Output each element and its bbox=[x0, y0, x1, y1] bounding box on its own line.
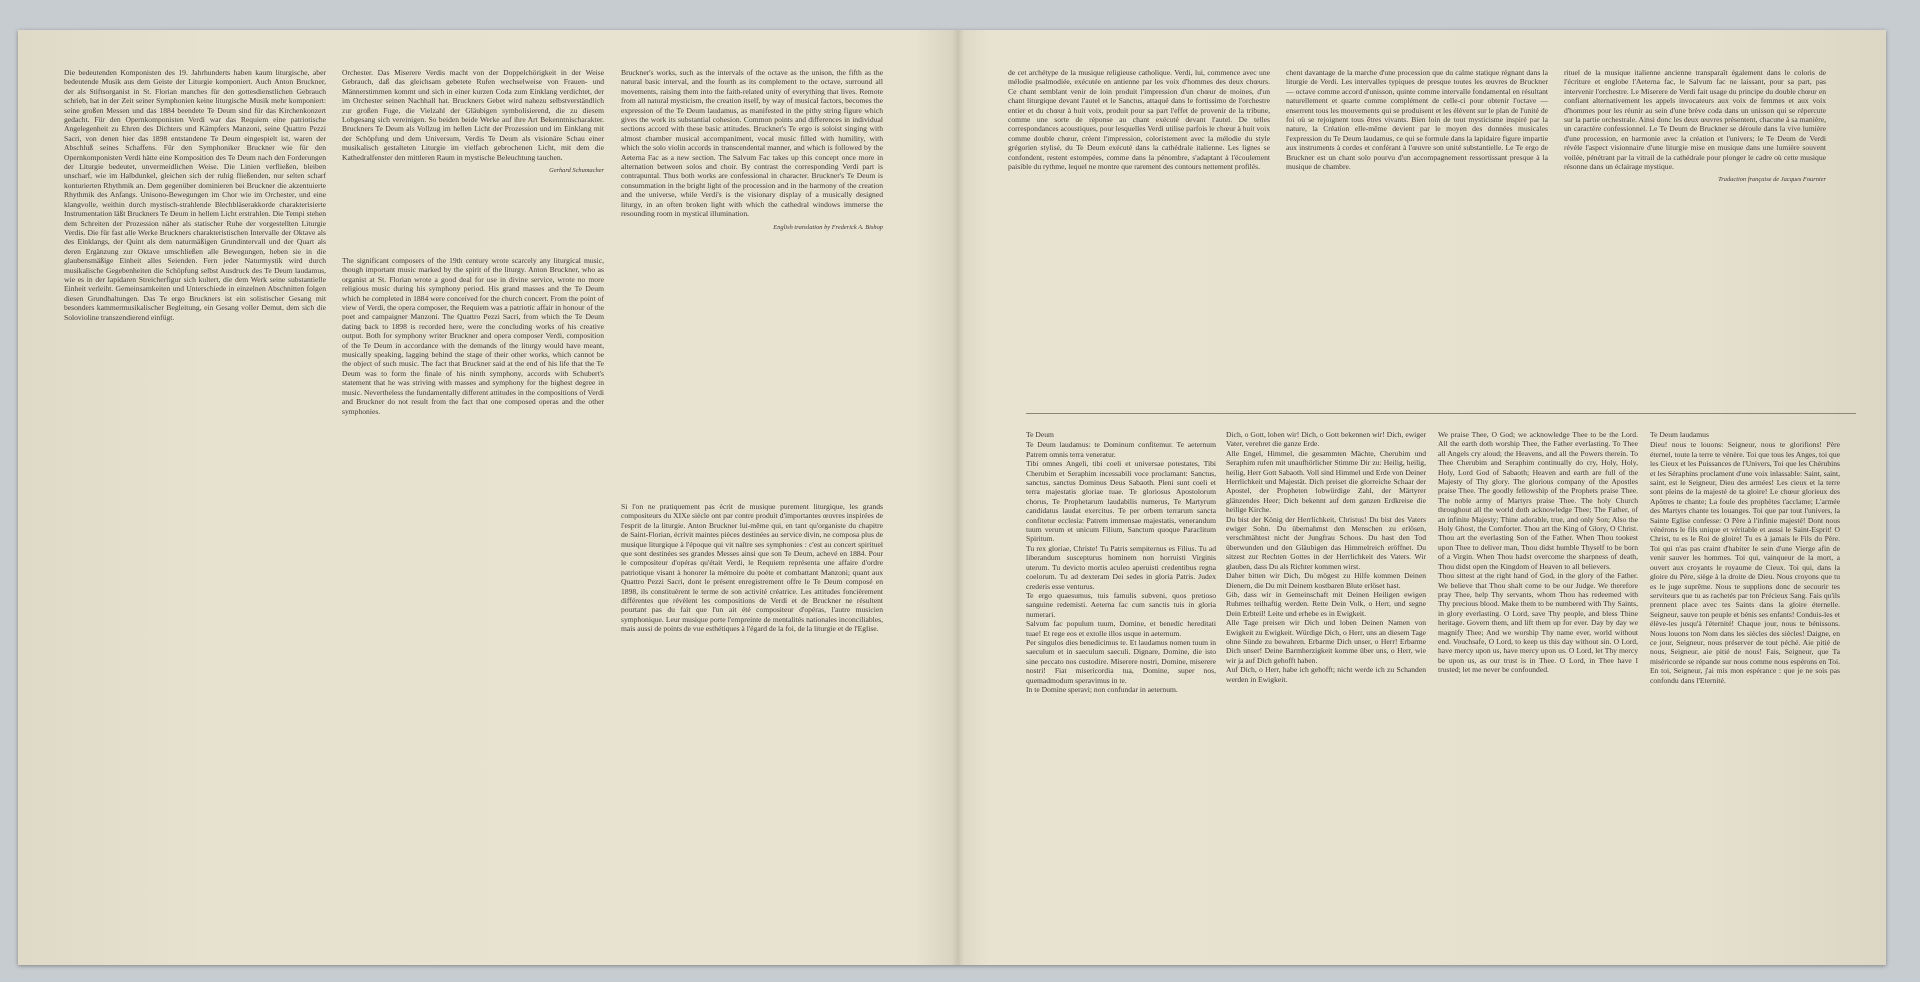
german-notes-column-1 bbox=[64, 68, 326, 948]
german-text-body: Dich, o Gott, loben wir! Dich, o Gott bekennen wir! Dich, ewiger Vater, verehret die ganze Erde. Alle Engel, Himmel, die gesammten Mächte, Cherubim und Seraphim rufen mit unaufhörlicher Stimme Dir zu: Heilig, heilig, heilig, Herr Gott Sabaoth. Voll sind Himmel und Erde von Deiner Herrlichkeit und Majestät. Dich preiset die glorreiche Schaar der Apostel, der Propheten lobwürdige Zahl, der Märtyrer glänzendes Heer; Dich bekennt auf dem ganzen Erdkreise die heilige Kirche. Du bist der König der Herrlichkeit, Christus! Du bist des Vaters ewiger Sohn. Du übernahmst den Menschen zu erlösen, verschmähtest nicht der Jungfrau Schoos. Du hast den Tod überwunden und den Gläubigen das Himmelreich eröffnet. Du sitzest zur Rechten Gottes in der Herrlichkeit des Vaters. Wir glauben, dass Du als Richter kommen wirst. Daher bitten wir Dich, Du mögest zu Hilfe kommen Deinen Dienern, die Du mit Deinem kostbaren Blute erlöset hast. Gib, dass wir in Gemeinschaft mit Deinen Heiligen ewigen Ruhmes teilhaftig werden. Rette Dein Volk, o Herr, und segne Dein Erbteil! Leite und erhebe es in Ewigkeit. Alle Tage preisen wir Dich und loben Deinen Namen von Ewigkeit zu Ewigkeit. Würdige Dich, o Herr, uns an diesem Tage ohne Sünde zu bewahren. Erbarme Dich unser, o Herr! Erbarme Dich unser! Deine Barmherzigkeit komme über uns, o Herr, wie wir ja auf Dich gehofft haben. Auf Dich, o Herr, habe ich gehofft; nicht werde ich zu Schanden werden in Ewigkeit. bbox=[1226, 430, 1426, 684]
german-notes-text: Die bedeutenden Komponisten des 19. Jahrhunderts haben kaum liturgische, aber bedeutende Musik aus dem Geiste der Liturgie komponiert. Auch Anton Bruckner, der als Stiftsorganist in St. Florian manches für den gottesdienstlichen Gebrauch schrieb, hat in der Zeit seiner Symphonien keine liturgische Musik mehr komponiert: seine großen Messen und das 1884 beendete Te Deum sind für das Kirchenkonzert gedacht. Für den Opernkomponisten Verdi war das Requiem eine patriotische Angelegenheit zu Ehren des Dichters und Kämpfers Manzoni, seine Quattro Pezzi Sacri, von denen hier das 1898 entstandene Te Deum eingespielt ist, waren der Abschluß seines Schaffens. Für den Symphoniker Bruckner wie für den Opernkomponisten Verdi hätte eine Komposition des Te Deum nach den Forderungen der Liturgie bedeutet, unvermeidlichen Weise. Die Linien verfließen, bleiben unscharf, wie im Halbdunkel, gleichen sich der ruhig fließenden, nur selten scharf konturierten Rhythmik an. Dem gegenüber dominieren bei Bruckner die akzentuierte Rhythmik des Anfangs. Unisono-Bewegungen im Chor wie im Orchester, und eine klangvolle, weithin durch mystisch-strahlende Blechbläserakkorde charakterisierte Instrumentation läßt Bruckners Te Deum in hellem Licht erstrahlen. Die Tempi stehen dem Schreiten der Prozession näher als statischer Ruhe der vorgestellten Liturgie Verdis. Die für fast alle Werke Bruckners charakteristischen Intervalle der Oktave als des Einklangs, der Quint als dem naturmäßigen Grundintervall und der Quart als deren Ergänzung zur Oktave umschließen alle Bewegungen, heben sie in die glaubensmäßige Einheit alles Seienden. Fern jeder Naturmystik wird durch musikalische Gegebenheiten die Schöpfung selbst Ausdruck des Te Deum laudamus, wie es in der lapidaren Streicherfigur sich kultert, die dem Werk seine substantielle Einheit verleiht. Gemeinsamkeiten und Unterschiede in einzelnen Abschnitten folgen diesen Grundhaltungen. Das Te ergo Bruckners ist ein solistischer Gesang mit besonders kammermusikalischer Begleitung, ein Gesang voller Demut, dem sich die Solovioline transzendierend einfügt. bbox=[64, 68, 326, 322]
french-notes-text-cont: de cet archétype de la musique religieuse catholique. Verdi, lui, commence avec une mélodie psalmodiée, exécutée en antienne par les voix d'hommes des deux chœurs. Ce chant semblant venir de loin produit l'impression d'un chœur de moines, d'un chant liturgique devant l'autel et le Sanctus, attaqué dans le fortissimo de l'orchestre entier et du chœur à huit voix, produit pour sa part l'effet de provenir de la tribune, comme une sorte de réponse au chant exécuté devant l'autel. De telles correspondances acoustiques, pour lesquelles Verdi utilise parfois le chœur à huit voix comme double chœur, créent l'impression, coloristement avec la mélodie du style grégorien stylisé, du Te Deum exécuté dans la cathédrale italienne. Les lignes se confondent, restent estompées, comme dans la pénombre, s'adaptant à l'écoulement paisible du rythme, lequel ne montre que rarement des contours nettement profilés. bbox=[1008, 68, 1270, 172]
center-fold bbox=[952, 30, 964, 965]
english-notes-column-1 bbox=[342, 256, 604, 948]
english-text-column bbox=[1438, 430, 1638, 950]
german-notes-text-cont: Orchester. Das Miserere Verdis macht von der Doppelchörigkeit in der Weise Gebrauch, daß das gleichsam gebetete Rufen wechselweise von Frauen- und Männerstimmen kommt und sich in einer kurzen Coda zum Einklang verdichtet, der im Orchester seinen Nachhall hat. Bruckners Gebet wird nahezu selbstverständlich zur großen Fuge, die Vielzahl der Gläubigen symbolisierend, die zu diesem Lobgesang sich vereinigen. So beiden beide Werke auf ihre Art Bekenntnischarakter. Bruckners Te Deum als Vollzug im hellen Licht der Prozession und im Einklang mit der Schöpfung und dem Universum, Verdis Te Deum als visionäre Schau einer musikalisch gestalteten Liturgie im vielfach gebrochenen Licht, mit dem die Kathedralfenster den mittleren Raum in mystische Beleuchtung tauchen. bbox=[342, 68, 604, 162]
french-notes-text-cont-3: rituel de la musique italienne ancienne transparaît également dans le coloris de l'écriture et englobe l'Aeterna fac, le Salvum fac ne laissant, pour sa part, pas intervenir l'orchestre. Le Miserere de Verdi fait usage du principe du double chœur en confiant alternativement les appels invocateurs aux voix de femmes et aux voix d'hommes pour les réunir au sein d'une brève coda dans un unisson qui se répercute sur la partie orchestrale. Ainsi donc les deux œuvres présentent, chacune à sa manière, un caractère confessionnel. Le Te Deum de Bruckner se déroule dans la vive lumière d'une procession, en harmonie avec la création et l'univers; le Te Deum de Verdi révèle l'aspect visionnaire d'une liturgie mise en musique dans une lumière souvent voilée, pénétrant par la vitrail de la cathédrale pour plonger le cadre où cette musique résonne dans un éclairage mystique. bbox=[1564, 68, 1826, 172]
english-notes-credit: English translation by Frederick A. Bishop bbox=[773, 223, 883, 231]
latin-text-title: Te Deum bbox=[1026, 430, 1054, 439]
french-text-column bbox=[1650, 430, 1840, 950]
section-divider bbox=[1026, 413, 1856, 414]
french-notes-column-2 bbox=[1008, 68, 1270, 368]
latin-text-column bbox=[1026, 430, 1216, 950]
english-notes-text: The significant composers of the 19th century wrote scarcely any liturgical music, though important music marked by the spirit of the liturgy. Anton Bruckner, who as organist at St. Florian wrote a good deal for use in divine service, wrote no more religious music during his symphony period. His grand masses and the Te Deum which he completed in 1884 were conceived for the church concert. From the point of view of Verdi, the opera composer, the Requiem was a patriotic affair in honour of the poet and campaigner Manzoni. The Quattro Pezzi Sacri, from which the Te Deum dating back to 1898 is recorded here, were the concluding works of his creative output. Both for symphony writer Bruckner and opera composer Verdi, composition of the Te Deum in accordance with the demands of the liturgy would have meant, musically speaking, lagging behind the stage of their other works, which cannot be the object of such music. The fact that Bruckner said at the end of his life that the Te Deum was to form the finale of his ninth symphony, accords with Schubert's statement that he was striving with masses and symphony for the highest degree in music. Nevertheless the fundamentally different attitudes in the compositions of Verdi and Bruckner do not result from the fact that one composed operas and the other symphonies. bbox=[342, 256, 604, 416]
french-text-body: Dieu! nous te louons: Seigneur, nous te glorifions! Père éternel, toute la terre te vénère. Toi que tous les Anges, toi que les Cieux et les Puissances de l'Univers, Toi que les Chérubins et les Séraphins proclament d'une voix inlassable: Saint, saint, saint, est le Seigneur, Dieu des armées! Les cieux et la terre sont pleins de la majesté de ta gloire! Le chœur glorieux des Apôtres te chante; La foule des prophètes t'acclame; L'armée des Martyrs chante tes louanges. Toi que par tout l'univers, la Sainte Eglise confesse: O Père à l'infinie majesté! Dont nous vénérons le fils unique et véritable et aussi le Saint-Esprit! O Christ, tu es le Roi de gloire! Tu es à jamais le Fils du Père. Toi qui n'as pas craint d'habiter le sein d'une Vierge afin de venir sauver les hommes. Toi qui, vainqueur de la mort, a ouvert aux croyants le royaume de Cieux. Toi qui, dans la gloire du Père, siège à la droite de Dieu. Nous croyons que tu es le juge suprême. Nous te supplions donc de secourir tes serviteurs que tu as rachetés par ton Précieux Sang. Fais qu'ils prennent place avec tes Saints dans la gloire éternelle. Seigneur, sauve ton peuple et bénis ses enfants! Conduis-les et élève-les jusqu'à l'éternité! Chaque jour, nous te bénissons. Nous louons ton Nom dans les siècles des siècles! Daigne, en ce jour, Seigneur, nous préserver de tout péché. Aie pitié de nous, Seigneur, aie pitié de nous! Fais, Seigneur, que Ta miséricorde se répande sur nous comme nous espérons en Toi. En toi, Seigneur, j'ai mis mon espérance : que je ne sois pas confondu dans l'Eternité. bbox=[1650, 440, 1840, 685]
french-notes-column-3 bbox=[1286, 68, 1548, 368]
english-notes-text-cont: Bruckner's works, such as the intervals of the octave as the unison, the fifth as the natural basic interval, and the fourth as its complement to the octave, surround all movements, raising them into the faith-related unity of everything that lives. Remote from all natural mysticism, the creation itself, by way of musical factors, becomes the expression of the Te Deum laudamus, as manifested in the pithy string figure which gives the work its substantial cohesion. Common points and differences in individual sections accord with these basic attitudes. Bruckner's Te ergo is soloist singing with almost chamber musical accompaniment, vocal music filled with humility, with which the solo violin accords in transcendental manner, and which is followed by the Aeterna Fac as a new section. The Salvum Fac takes up this concept once more in alternation between solos and choir. By contrast the corresponding Verdi part is contrapuntal. Thus both works are confessional in character. Bruckner's Te Deum is consummation in the bright light of the procession and in the harmony of the creation and the universe, while Verdi's is the visionary display of a musically designed liturgy, in an often broken light with which the cathedral windows immerse the resounding room in mystical illumination. bbox=[621, 68, 883, 219]
german-notes-credit: Gerhard Schumacher bbox=[549, 167, 604, 175]
french-notes-text-cont-2: chent davantage de la marche d'une procession que du calme statique régnant dans la liturgie de Verdi. Les intervalles typiques de presque toutes les œuvres de Bruckner — octave comme accord d'unisson, quinte comme intervalle fondamental en résultant naturellement et quarte comme complément de celle-ci pour obtenir l'octave — enserrent tous les mouvements qui se produisent et les élèvent sur le plan de l'unité de foi où se rejoignent tous êtres vivants. Bien loin de tout mysticisme inspiré par la nature, la Création elle-même devient par le moyen des données musicales l'expression du Te Deum laudamus, ce qui se formule dans la lapidaire figure impartie aux instruments à cordes et conférant à l'œuvre son unité substantielle. Le Te ergo de Bruckner est un chant solo pourvu d'un accompagnement ressortissant presque à la musique de chambre. bbox=[1286, 68, 1548, 172]
french-notes-column-4 bbox=[1564, 68, 1826, 368]
german-text-column bbox=[1226, 430, 1426, 950]
french-text-title: Te Deum laudamus bbox=[1650, 430, 1709, 439]
english-notes-column-2 bbox=[621, 68, 883, 476]
french-notes-column-1 bbox=[621, 502, 883, 948]
french-notes-text: Si l'on ne pratiquement pas écrit de musique purement liturgique, les grands compositeurs du XIXe siècle ont par contre produit d'importantes œuvres inspirées de l'esprit de la liturgie. Anton Bruckner lui-même qui, en tant qu'organiste du chapitre de Saint-Florian, écrivit maintes pièces destinées au service divin, ne composa plus de musique liturgique à l'époque qui vit naître ses symphonies : c'est au concert spirituel que sont destinées ses grandes Messes ainsi que son Te Deum, achevé en 1884. Pour le compositeur d'opéras qu'était Verdi, le Requiem représenta une affaire d'ordre patriotique visant à honorer la mémoire du poète et combattant Manzoni; quant aux Quattro Pezzi Sacri, dont le présent enregistrement offre le Te Deum composé en 1898, ils constituèrent le terme de son activité créatrice. Les attitudes foncièrement différentes que révèlent les compositions de Verdi et de Bruckner ne résultent pourtant pas du fait que l'un ait été compositeur d'opéras, l'autre musicien symphonique. Leur musique porte l'empreinte de mentalités nationales inconciliables, mais aussi de points de vue esthétiques à l'égard de la foi, de la liturgie et de l'Eglise. bbox=[621, 502, 883, 634]
english-text-body: We praise Thee, O God; we acknowledge Thee to be the Lord. All the earth doth worship Thee, the Father everlasting. To Thee all Angels cry aloud; the Heavens, and all the Powers therein. To Thee Cherubim and Seraphim continually do cry, Holy, Holy, Holy, Lord God of Sabaoth; Heaven and earth are full of the Majesty of Thy glory. The glorious company of the Apostles praise Thee. The goodly fellowship of the Prophets praise Thee. The noble army of Martyrs praise Thee. The holy Church throughout all the world doth acknowledge Thee; The Father, of an infinite Majesty; Thine adorable, true, and only Son; Also the Holy Ghost, the Comforter. Thou art the King of Glory, O Christ. Thou art the everlasting Son of the Father. When Thou tookest upon Thee to deliver man, Thou didst humble Thyself to be born of a Virgin. When Thou hadst overcome the sharpness of death, Thou didst open the Kingdom of Heaven to all believers. Thou sittest at the right hand of God, in the glory of the Father. We believe that Thou shalt come to be our Judge. We therefore pray Thee, help Thy servants, whom Thou has redeemed with Thy precious blood. Make them to be numbered with Thy Saints, in glory everlasting. O Lord, save Thy people, and bless Thine heritage. Govern them, and lift them up for ever. Day by day we magnify Thee; And we worship Thy name ever, world without end. Vouchsafe, O Lord, to keep us this day without sin. O Lord, have mercy upon us, have mercy upon us. O Lord, let Thy mercy be upon us, as our trust is in Thee. O Lord, in Thee have I trusted; let me never be confounded. bbox=[1438, 430, 1638, 675]
french-notes-credit: Traduction française de Jacques Fournier bbox=[1718, 176, 1826, 184]
german-notes-column-2 bbox=[342, 68, 604, 218]
gatefold-insert bbox=[18, 30, 1886, 965]
latin-text-body: Te Deum laudamus: te Dominum confitemur. Te aeternum Patrem omnis terra veneratur. Tibi omnes Angeli, tibi coeli et universae potestates, Tibi Cherubim et Seraphim incessabili voce proclamant: Sanctus, sanctus, sanctus Dominus Deus Sabaoth. Pleni sunt coeli et terra majestatis gloriae tuae. Te gloriosus Apostolorum chorus, Te Prophetarum laudabilis numerus, Te Martyrum candidatus laudat exercitus. Te per orbem terrarum sancta confitetur ecclesia: Patrem immensae majestatis, venerandum tuum verum et unicum Filium, Sanctum quoque Paraclitum Spiritum. Tu rex gloriae, Christe! Tu Patris sempiternus es Filius. Tu ad liberandum suscepturus hominem non horruisti Virginis uterum. Tu devicto mortis aculeo aperuisti credentibus regna coelorum. Tu ad dexteram Dei sedes in gloria Patris. Judex crederis esse venturus. Te ergo quaesumus, tuis famulis subveni, quos pretioso sanguine redemisti. Aeterna fac cum sanctis tuis in gloria numerari. Salvum fac populum tuum, Domine, et benedic hereditati tuae! Et rege eos et extolle illos usque in aeternum. Per singulos dies benedicimus te. Et laudamus nomen tuum in saeculum et in saeculum saeculi. Dignare, Domine, die isto sine peccato nos custodire. Miserere nostri, Domine, miserere nostri! Fiat misericordia tua, Domine, super nos, quemadmodum speravimus in te. In te Domine speravi; non confundar in aeternum. bbox=[1026, 440, 1216, 694]
